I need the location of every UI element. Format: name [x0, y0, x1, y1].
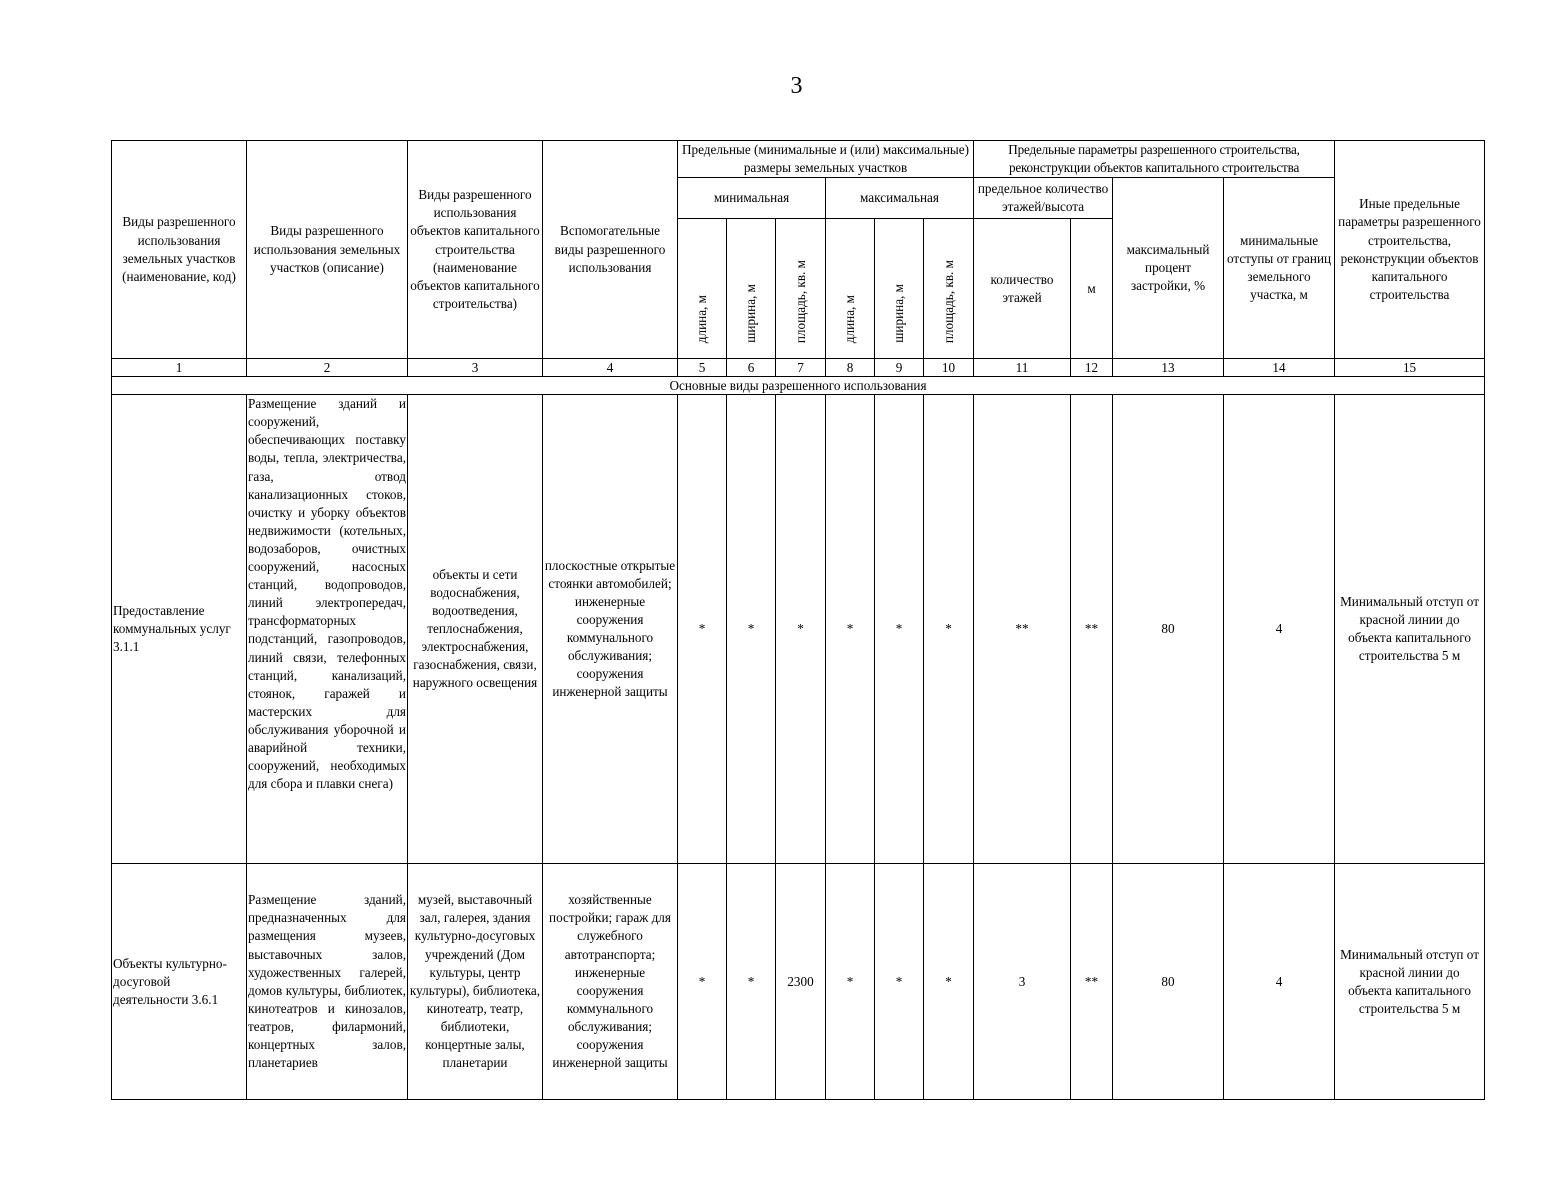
min-area-value: * — [776, 395, 826, 864]
floors-value: ** — [974, 395, 1071, 864]
other-params-value: Минимальный отступ от красной линии до объекта капитального строительства 5 м — [1335, 395, 1485, 864]
column-number: 2 — [247, 359, 408, 377]
header-min-area: площадь, кв. м — [776, 219, 826, 359]
header-col15: Иные предельные параметры разрешенного строительства, реконструкции объектов капитального строительства — [1335, 141, 1485, 359]
header-min-length: длина, м — [678, 219, 727, 359]
section-row — [112, 377, 1485, 395]
header-max-length: длина, м — [826, 219, 875, 359]
use-type-name: Предоставление коммунальных услуг 3.1.1 — [112, 395, 247, 864]
column-number: 4 — [543, 359, 678, 377]
min-length-value: * — [678, 395, 727, 864]
column-number: 3 — [408, 359, 543, 377]
min-setback-value: 4 — [1224, 395, 1335, 864]
section-title: Основные виды разрешенного использования — [112, 377, 1485, 395]
max-width-value: * — [875, 864, 924, 1100]
regulations-table — [111, 140, 1485, 1100]
header-max-percent: максимальный процент застройки, % — [1113, 178, 1224, 359]
header-max-area: площадь, кв. м — [924, 219, 974, 359]
column-numbers-row — [112, 359, 1485, 377]
header-meters: м — [1071, 219, 1113, 359]
auxiliary-use-types: плоскостные открытые стоянки автомобилей; инженерные сооружения коммунального обслуживания; сооружения инженерной защиты — [543, 395, 678, 864]
table-row — [112, 864, 1485, 1100]
column-number: 1 — [112, 359, 247, 377]
capital-construction-objects: объекты и сети водоснабжения, водоотведения, теплоснабжения, электроснабжения, газоснабжения, связи, наружного освещения — [408, 395, 543, 864]
column-number: 6 — [727, 359, 776, 377]
capital-construction-objects: музей, выставочный зал, галерея, здания культурно-досуговых учреждений (Дом культуры, центр культуры), библиотека, кинотеатр, театр, библиотеки, концертные залы, планетарии — [408, 864, 543, 1100]
height-value: ** — [1071, 864, 1113, 1100]
column-number: 13 — [1113, 359, 1224, 377]
height-value: ** — [1071, 395, 1113, 864]
max-percent-value: 80 — [1113, 395, 1224, 864]
header-col3: Виды разрешенного использования объектов капитального строительства (наименование объектов капитального строительства) — [408, 141, 543, 359]
min-setback-value: 4 — [1224, 864, 1335, 1100]
header-params-group: Предельные параметры разрешенного строительства, реконструкции объектов капитального строительства — [974, 141, 1335, 178]
max-percent-value: 80 — [1113, 864, 1224, 1100]
column-number: 10 — [924, 359, 974, 377]
min-area-value: 2300 — [776, 864, 826, 1100]
column-number: 14 — [1224, 359, 1335, 377]
header-row-1 — [112, 141, 1485, 178]
min-width-value: * — [727, 395, 776, 864]
min-length-value: * — [678, 864, 727, 1100]
header-floors: количество этажей — [974, 219, 1071, 359]
column-number: 9 — [875, 359, 924, 377]
header-min-setback: минимальные отступы от границ земельного участка, м — [1224, 178, 1335, 359]
column-number: 15 — [1335, 359, 1485, 377]
header-floors-group: предельное количество этажей/высота — [974, 178, 1113, 219]
column-number: 5 — [678, 359, 727, 377]
header-min: минимальная — [678, 178, 826, 219]
max-area-value: * — [924, 864, 974, 1100]
max-area-value: * — [924, 395, 974, 864]
use-type-description: Размещение зданий и сооружений, обеспечивающих поставку воды, тепла, электричества, газа, отвод канализационных стоков, очистку и уборку объектов недвижимости (котельных, водозаборов, очистных сооружений, насосных станций, водопроводов, линий электропередач, трансформаторных подстанций, газопроводов, линий связи, телефонных станций, канализаций, стоянок, гаражей и мастерских для обслуживания уборочной и аварийной техники, сооружений, необходимых для сбора и плавки снега) — [247, 395, 408, 864]
header-max: максимальная — [826, 178, 974, 219]
floors-value: 3 — [974, 864, 1071, 1100]
header-col1: Виды разрешенного использования земельных участков (наименование, код) — [112, 141, 247, 359]
column-number: 8 — [826, 359, 875, 377]
max-width-value: * — [875, 395, 924, 864]
column-number: 11 — [974, 359, 1071, 377]
use-type-name: Объекты культурно-досуговой деятельности 3.6.1 — [112, 864, 247, 1100]
use-type-description: Размещение зданий, предназначенных для размещения музеев, выставочных залов, художественных галерей, домов культуры, библиотек, кинотеатров и кинозалов, театров, филармоний, концертных залов, планетариев — [247, 864, 408, 1100]
header-col2: Виды разрешенного использования земельных участков (описание) — [247, 141, 408, 359]
table-row — [112, 395, 1485, 864]
auxiliary-use-types: хозяйственные постройки; гараж для служебного автотранспорта; инженерные сооружения коммунального обслуживания; сооружения инженерной защиты — [543, 864, 678, 1100]
header-size-group: Предельные (минимальные и (или) максимальные) размеры земельных участков — [678, 141, 974, 178]
column-number: 7 — [776, 359, 826, 377]
max-length-value: * — [826, 864, 875, 1100]
page-number: 3 — [790, 73, 803, 99]
column-number: 12 — [1071, 359, 1113, 377]
header-col4: Вспомогательные виды разрешенного использования — [543, 141, 678, 359]
header-min-width: ширина, м — [727, 219, 776, 359]
max-length-value: * — [826, 395, 875, 864]
other-params-value: Минимальный отступ от красной линии до объекта капитального строительства 5 м — [1335, 864, 1485, 1100]
header-max-width: ширина, м — [875, 219, 924, 359]
min-width-value: * — [727, 864, 776, 1100]
